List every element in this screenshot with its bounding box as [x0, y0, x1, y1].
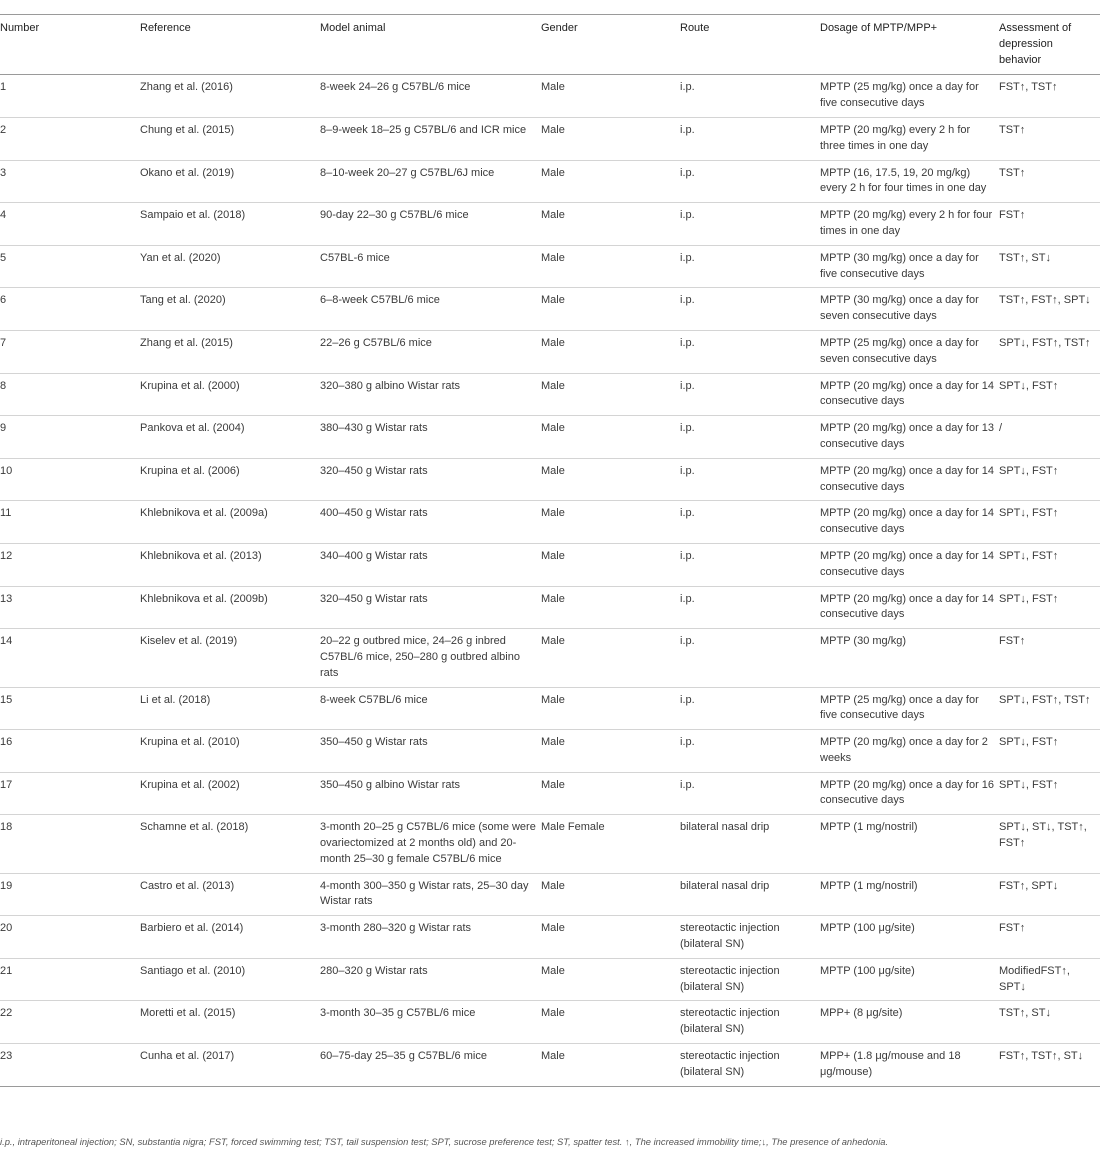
cell-reference: Khlebnikova et al. (2013) [140, 543, 320, 586]
table-row [0, 288, 1100, 331]
cell-dosage: MPTP (20 mg/kg) once a day for 13 consecutive days [820, 416, 999, 459]
cell-model-animal: 340–400 g Wistar rats [320, 543, 541, 586]
cell-dosage: MPTP (20 mg/kg) once a day for 14 consecutive days [820, 586, 999, 629]
cell-dosage: MPTP (20 mg/kg) every 2 h for four times in one day [820, 203, 999, 246]
cell-assessment: FST↑, TST↑, ST↓ [999, 1044, 1100, 1087]
table-row [0, 416, 1100, 459]
caption-bar [0, 0, 1100, 12]
cell-assessment: TST↑ [999, 160, 1100, 203]
table-row [0, 330, 1100, 373]
cell-assessment: FST↑, SPT↓ [999, 873, 1100, 916]
cell-gender: Male [541, 203, 680, 246]
table-row [0, 586, 1100, 629]
cell-reference: Okano et al. (2019) [140, 160, 320, 203]
cell-number: 2 [0, 117, 140, 160]
cell-route: i.p. [680, 416, 820, 459]
cell-number: 21 [0, 958, 140, 1001]
cell-assessment: SPT↓, FST↑ [999, 543, 1100, 586]
cell-reference: Khlebnikova et al. (2009b) [140, 586, 320, 629]
cell-route: i.p. [680, 245, 820, 288]
cell-reference: Yan et al. (2020) [140, 245, 320, 288]
cell-route: i.p. [680, 117, 820, 160]
table-row [0, 203, 1100, 246]
cell-dosage: MPTP (100 μg/site) [820, 958, 999, 1001]
cell-gender: Male [541, 501, 680, 544]
cell-gender: Male [541, 330, 680, 373]
cell-gender: Male [541, 458, 680, 501]
table-row [0, 815, 1100, 873]
cell-assessment: SPT↓, FST↑ [999, 373, 1100, 416]
cell-route: i.p. [680, 586, 820, 629]
cell-reference: Tang et al. (2020) [140, 288, 320, 331]
cell-reference: Kiselev et al. (2019) [140, 629, 320, 687]
cell-assessment: SPT↓, FST↑ [999, 586, 1100, 629]
cell-reference: Cunha et al. (2017) [140, 1044, 320, 1087]
cell-reference: Barbiero et al. (2014) [140, 916, 320, 959]
cell-model-animal: 280–320 g Wistar rats [320, 958, 541, 1001]
cell-reference: Krupina et al. (2010) [140, 730, 320, 773]
cell-route: bilateral nasal drip [680, 815, 820, 873]
cell-dosage: MPTP (30 mg/kg) once a day for five consecutive days [820, 245, 999, 288]
table-footnote: i.p., intraperitoneal injection; SN, substantia nigra; FST, forced swimming test; TST, tail suspension test; SPT, sucrose preference test; ST, spatter test. ↑, The increased immobility time;↓, The presence of anhedonia. [0, 1136, 889, 1147]
cell-route: i.p. [680, 203, 820, 246]
cell-gender: Male [541, 288, 680, 331]
cell-route: stereotactic injection (bilateral SN) [680, 1001, 820, 1044]
cell-dosage: MPTP (100 μg/site) [820, 916, 999, 959]
cell-number: 3 [0, 160, 140, 203]
cell-reference: Khlebnikova et al. (2009a) [140, 501, 320, 544]
cell-gender: Male [541, 117, 680, 160]
cell-reference: Sampaio et al. (2018) [140, 203, 320, 246]
cell-reference: Zhang et al. (2016) [140, 75, 320, 118]
cell-model-animal: 90-day 22–30 g C57BL/6 mice [320, 203, 541, 246]
table-row [0, 117, 1100, 160]
cell-assessment: SPT↓, FST↑ [999, 772, 1100, 815]
cell-number: 11 [0, 501, 140, 544]
cell-route: stereotactic injection (bilateral SN) [680, 958, 820, 1001]
cell-dosage: MPP+ (1.8 μg/mouse and 18 μg/mouse) [820, 1044, 999, 1087]
table-body [0, 75, 1100, 1086]
cell-gender: Male [541, 873, 680, 916]
cell-number: 14 [0, 629, 140, 687]
cell-model-animal: 8–9-week 18–25 g C57BL/6 and ICR mice [320, 117, 541, 160]
table-row [0, 458, 1100, 501]
cell-number: 5 [0, 245, 140, 288]
cell-route: i.p. [680, 687, 820, 730]
cell-number: 23 [0, 1044, 140, 1087]
table-row [0, 629, 1100, 687]
table-row [0, 1044, 1100, 1087]
cell-gender: Male [541, 160, 680, 203]
cell-gender: Male [541, 958, 680, 1001]
cell-route: i.p. [680, 543, 820, 586]
cell-reference: Chung et al. (2015) [140, 117, 320, 160]
cell-number: 7 [0, 330, 140, 373]
cell-reference: Krupina et al. (2000) [140, 373, 320, 416]
cell-number: 17 [0, 772, 140, 815]
header-dosage: Dosage of MPTP/MPP+ [820, 15, 999, 75]
cell-assessment: SPT↓, FST↑, TST↑ [999, 687, 1100, 730]
cell-dosage: MPTP (25 mg/kg) once a day for five consecutive days [820, 75, 999, 118]
cell-assessment: ModifiedFST↑, SPT↓ [999, 958, 1100, 1001]
cell-reference: Schamne et al. (2018) [140, 815, 320, 873]
cell-gender: Male [541, 1044, 680, 1087]
table-row [0, 245, 1100, 288]
cell-dosage: MPTP (1 mg/nostril) [820, 815, 999, 873]
cell-number: 22 [0, 1001, 140, 1044]
cell-route: i.p. [680, 772, 820, 815]
cell-dosage: MPTP (25 mg/kg) once a day for five consecutive days [820, 687, 999, 730]
cell-gender: Male Female [541, 815, 680, 873]
cell-gender: Male [541, 730, 680, 773]
header-route: Route [680, 15, 820, 75]
table-row [0, 75, 1100, 118]
cell-gender: Male [541, 1001, 680, 1044]
table-row [0, 1001, 1100, 1044]
cell-assessment: FST↑ [999, 203, 1100, 246]
cell-model-animal: 320–450 g Wistar rats [320, 586, 541, 629]
cell-reference: Castro et al. (2013) [140, 873, 320, 916]
cell-route: i.p. [680, 288, 820, 331]
cell-route: i.p. [680, 730, 820, 773]
cell-model-animal: 400–450 g Wistar rats [320, 501, 541, 544]
cell-assessment: FST↑ [999, 916, 1100, 959]
cell-assessment: SPT↓, ST↓, TST↑, FST↑ [999, 815, 1100, 873]
cell-route: stereotactic injection (bilateral SN) [680, 916, 820, 959]
cell-assessment: TST↑ [999, 117, 1100, 160]
header-model-animal: Model animal [320, 15, 541, 75]
cell-number: 13 [0, 586, 140, 629]
cell-number: 4 [0, 203, 140, 246]
cell-reference: Li et al. (2018) [140, 687, 320, 730]
cell-model-animal: 320–380 g albino Wistar rats [320, 373, 541, 416]
cell-gender: Male [541, 586, 680, 629]
cell-dosage: MPTP (30 mg/kg) once a day for seven consecutive days [820, 288, 999, 331]
cell-dosage: MPTP (25 mg/kg) once a day for seven consecutive days [820, 330, 999, 373]
cell-number: 16 [0, 730, 140, 773]
cell-model-animal: 8-week C57BL/6 mice [320, 687, 541, 730]
cell-assessment: TST↑, ST↓ [999, 1001, 1100, 1044]
cell-assessment: SPT↓, FST↑ [999, 458, 1100, 501]
cell-dosage: MPTP (20 mg/kg) every 2 h for three times in one day [820, 117, 999, 160]
header-gender: Gender [541, 15, 680, 75]
cell-dosage: MPTP (20 mg/kg) once a day for 14 consecutive days [820, 501, 999, 544]
cell-reference: Pankova et al. (2004) [140, 416, 320, 459]
cell-gender: Male [541, 916, 680, 959]
cell-dosage: MPTP (20 mg/kg) once a day for 14 consecutive days [820, 458, 999, 501]
cell-assessment: FST↑ [999, 629, 1100, 687]
cell-assessment: / [999, 416, 1100, 459]
cell-number: 18 [0, 815, 140, 873]
data-table [0, 14, 1100, 1087]
cell-dosage: MPTP (1 mg/nostril) [820, 873, 999, 916]
cell-dosage: MPTP (16, 17.5, 19, 20 mg/kg) every 2 h for four times in one day [820, 160, 999, 203]
table-row [0, 772, 1100, 815]
cell-gender: Male [541, 373, 680, 416]
table-row [0, 873, 1100, 916]
cell-route: i.p. [680, 629, 820, 687]
table-row [0, 916, 1100, 959]
cell-model-animal: 380–430 g Wistar rats [320, 416, 541, 459]
table-row [0, 687, 1100, 730]
cell-number: 20 [0, 916, 140, 959]
cell-reference: Santiago et al. (2010) [140, 958, 320, 1001]
cell-number: 15 [0, 687, 140, 730]
table-row [0, 160, 1100, 203]
cell-number: 6 [0, 288, 140, 331]
cell-route: stereotactic injection (bilateral SN) [680, 1044, 820, 1087]
table-row [0, 543, 1100, 586]
cell-reference: Krupina et al. (2006) [140, 458, 320, 501]
header-reference: Reference [140, 15, 320, 75]
cell-gender: Male [541, 75, 680, 118]
cell-dosage: MPTP (20 mg/kg) once a day for 2 weeks [820, 730, 999, 773]
cell-number: 9 [0, 416, 140, 459]
cell-reference: Zhang et al. (2015) [140, 330, 320, 373]
cell-model-animal: 350–450 g albino Wistar rats [320, 772, 541, 815]
cell-assessment: TST↑, ST↓ [999, 245, 1100, 288]
cell-model-animal: 6–8-week C57BL/6 mice [320, 288, 541, 331]
cell-route: i.p. [680, 160, 820, 203]
cell-model-animal: 320–450 g Wistar rats [320, 458, 541, 501]
cell-route: i.p. [680, 501, 820, 544]
table-row [0, 730, 1100, 773]
cell-reference: Krupina et al. (2002) [140, 772, 320, 815]
cell-route: i.p. [680, 373, 820, 416]
cell-model-animal: 4-month 300–350 g Wistar rats, 25–30 day Wistar rats [320, 873, 541, 916]
cell-assessment: TST↑, FST↑, SPT↓ [999, 288, 1100, 331]
cell-model-animal: 20–22 g outbred mice, 24–26 g inbred C57BL/6 mice, 250–280 g outbred albino rats [320, 629, 541, 687]
cell-model-animal: 3-month 280–320 g Wistar rats [320, 916, 541, 959]
cell-route: bilateral nasal drip [680, 873, 820, 916]
cell-assessment: FST↑, TST↑ [999, 75, 1100, 118]
header-assessment: Assessment of depression behavior [999, 15, 1100, 75]
cell-number: 12 [0, 543, 140, 586]
cell-number: 1 [0, 75, 140, 118]
cell-dosage: MPP+ (8 μg/site) [820, 1001, 999, 1044]
cell-route: i.p. [680, 458, 820, 501]
cell-dosage: MPTP (20 mg/kg) once a day for 14 consecutive days [820, 543, 999, 586]
cell-number: 19 [0, 873, 140, 916]
cell-model-animal: 22–26 g C57BL/6 mice [320, 330, 541, 373]
cell-route: i.p. [680, 75, 820, 118]
cell-gender: Male [541, 772, 680, 815]
cell-gender: Male [541, 629, 680, 687]
cell-route: i.p. [680, 330, 820, 373]
cell-number: 10 [0, 458, 140, 501]
header-row [0, 15, 1100, 75]
cell-gender: Male [541, 416, 680, 459]
cell-dosage: MPTP (20 mg/kg) once a day for 16 consecutive days [820, 772, 999, 815]
table-row [0, 958, 1100, 1001]
table-row [0, 501, 1100, 544]
cell-assessment: SPT↓, FST↑ [999, 730, 1100, 773]
cell-gender: Male [541, 543, 680, 586]
cell-assessment: SPT↓, FST↑, TST↑ [999, 330, 1100, 373]
cell-gender: Male [541, 687, 680, 730]
cell-dosage: MPTP (20 mg/kg) once a day for 14 consecutive days [820, 373, 999, 416]
cell-number: 8 [0, 373, 140, 416]
cell-model-animal: 8-week 24–26 g C57BL/6 mice [320, 75, 541, 118]
cell-model-animal: 8–10-week 20–27 g C57BL/6J mice [320, 160, 541, 203]
cell-gender: Male [541, 245, 680, 288]
cell-model-animal: 350–450 g Wistar rats [320, 730, 541, 773]
cell-model-animal: 3-month 20–25 g C57BL/6 mice (some were ovariectomized at 2 months old) and 20-month 25–30 g female C57BL/6 mice [320, 815, 541, 873]
table-row [0, 373, 1100, 416]
cell-model-animal: 3-month 30–35 g C57BL/6 mice [320, 1001, 541, 1044]
header-number: Number [0, 15, 140, 75]
cell-model-animal: C57BL-6 mice [320, 245, 541, 288]
cell-assessment: SPT↓, FST↑ [999, 501, 1100, 544]
cell-model-animal: 60–75-day 25–35 g C57BL/6 mice [320, 1044, 541, 1087]
cell-reference: Moretti et al. (2015) [140, 1001, 320, 1044]
cell-dosage: MPTP (30 mg/kg) [820, 629, 999, 687]
